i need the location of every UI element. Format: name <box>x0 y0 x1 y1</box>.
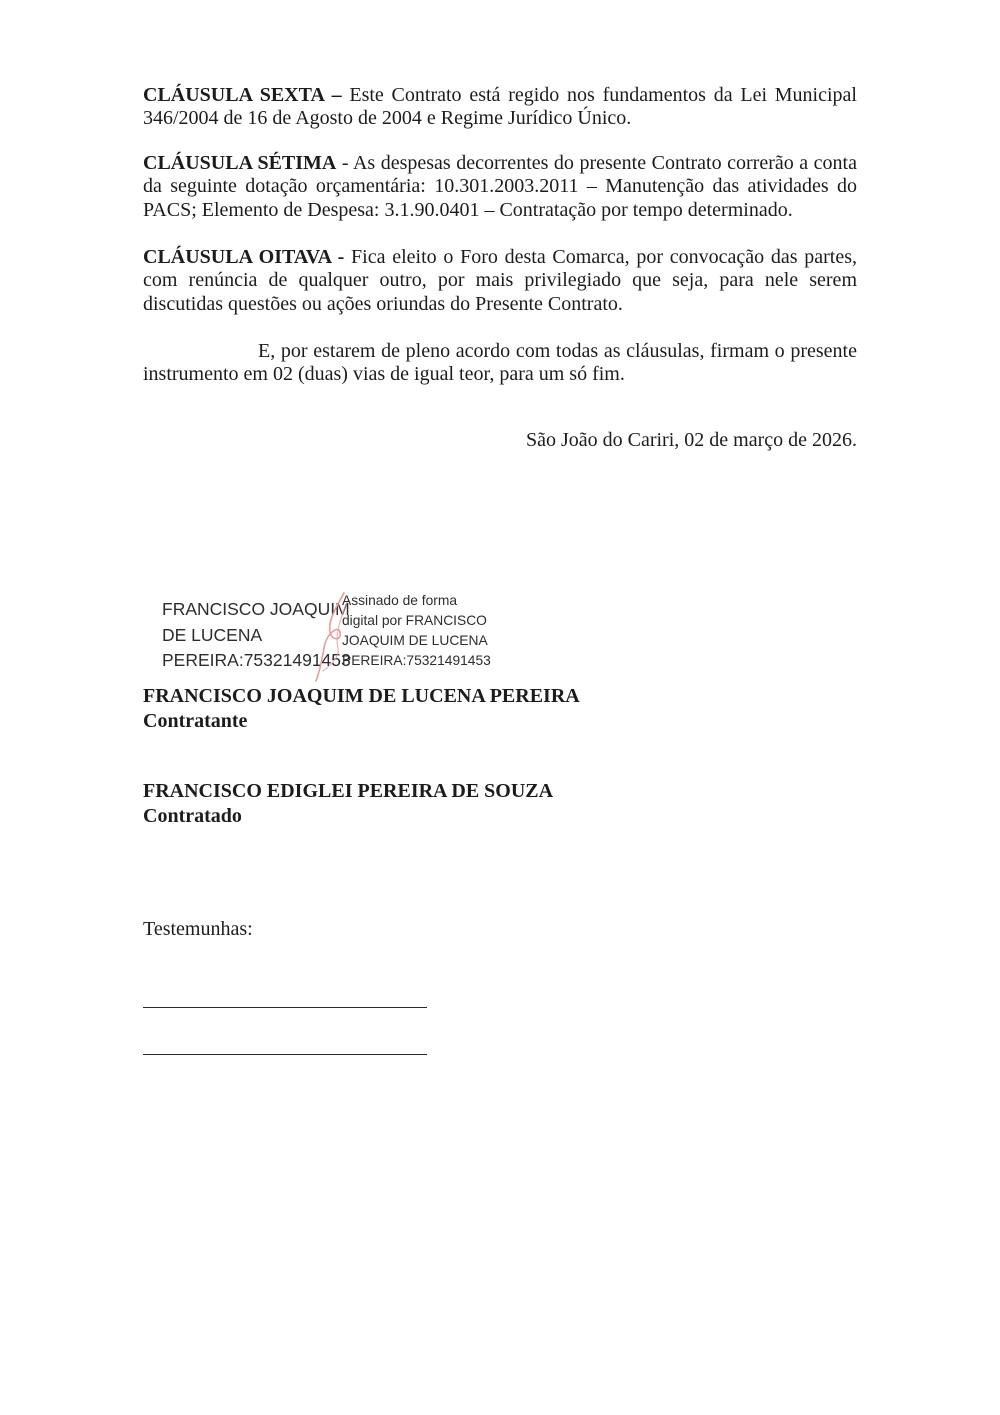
signatory-name: FRANCISCO EDIGLEI PEREIRA DE SOUZA <box>143 780 554 802</box>
signature-detail-line: digital por FRANCISCO <box>342 612 487 628</box>
signature-detail-line: PEREIRA:75321491453 <box>342 652 491 668</box>
signatory-role: Contratante <box>143 710 248 732</box>
clause-setima-paragraph <box>143 152 857 222</box>
signatory-contratante <box>143 684 857 734</box>
clause-oitava-paragraph <box>143 246 857 316</box>
witness-signature-line <box>143 1007 427 1008</box>
signatory-contratado <box>143 779 857 829</box>
digital-signature-details <box>342 591 491 671</box>
clause-oitava-title: CLÁUSULA OITAVA - <box>143 246 345 268</box>
clause-oitava-body: Fica eleito o Foro desta Comarca, por convocação das partes, com renúncia de qualquer outro, por mais privilegiado que seja, para nele serem discutidas questões ou ações oriundas do Presente Contrato. <box>143 246 857 315</box>
witnesses-label: Testemunhas: <box>143 918 253 940</box>
signatory-role: Contratado <box>143 805 242 827</box>
closing-paragraph: E, por estarem de pleno acordo com todas as cláusulas, firmam o presente instrumento em 02 (duas) vias de igual teor, para um só fim. <box>143 340 857 386</box>
signer-name-line: FRANCISCO JOAQUIM <box>162 599 350 619</box>
signature-detail-line: JOAQUIM DE LUCENA <box>342 632 488 648</box>
dateline: São João do Cariri, 02 de março de 2026. <box>525 429 857 451</box>
clause-setima-title: CLÁUSULA SÉTIMA <box>143 152 337 174</box>
signature-detail-line: Assinado de forma <box>342 593 458 608</box>
signer-name-line: DE LUCENA <box>162 624 263 645</box>
signatory-name: FRANCISCO JOAQUIM DE LUCENA PEREIRA <box>143 685 580 707</box>
clause-sexta-title: CLÁUSULA SEXTA – <box>143 84 342 106</box>
signer-name-line: PEREIRA:75321491453 <box>162 650 351 670</box>
clause-sexta-body: Este Contrato está regido nos fundamentos da Lei Municipal 346/2004 de 16 de Agosto de 2004 e Regime Jurídico Único. <box>143 84 857 130</box>
clause-sexta-paragraph <box>143 84 857 131</box>
witness-signature-line <box>143 1054 427 1055</box>
clause-setima-body: - As despesas decorrentes do presente Contrato correrão a conta da seguinte dotação orçamentária: 10.301.2003.2011 – Manutenção das atividades do PACS; Elemento de Despesa: 3.1.90.0401 – Contratação por tempo determinado. <box>143 152 857 221</box>
